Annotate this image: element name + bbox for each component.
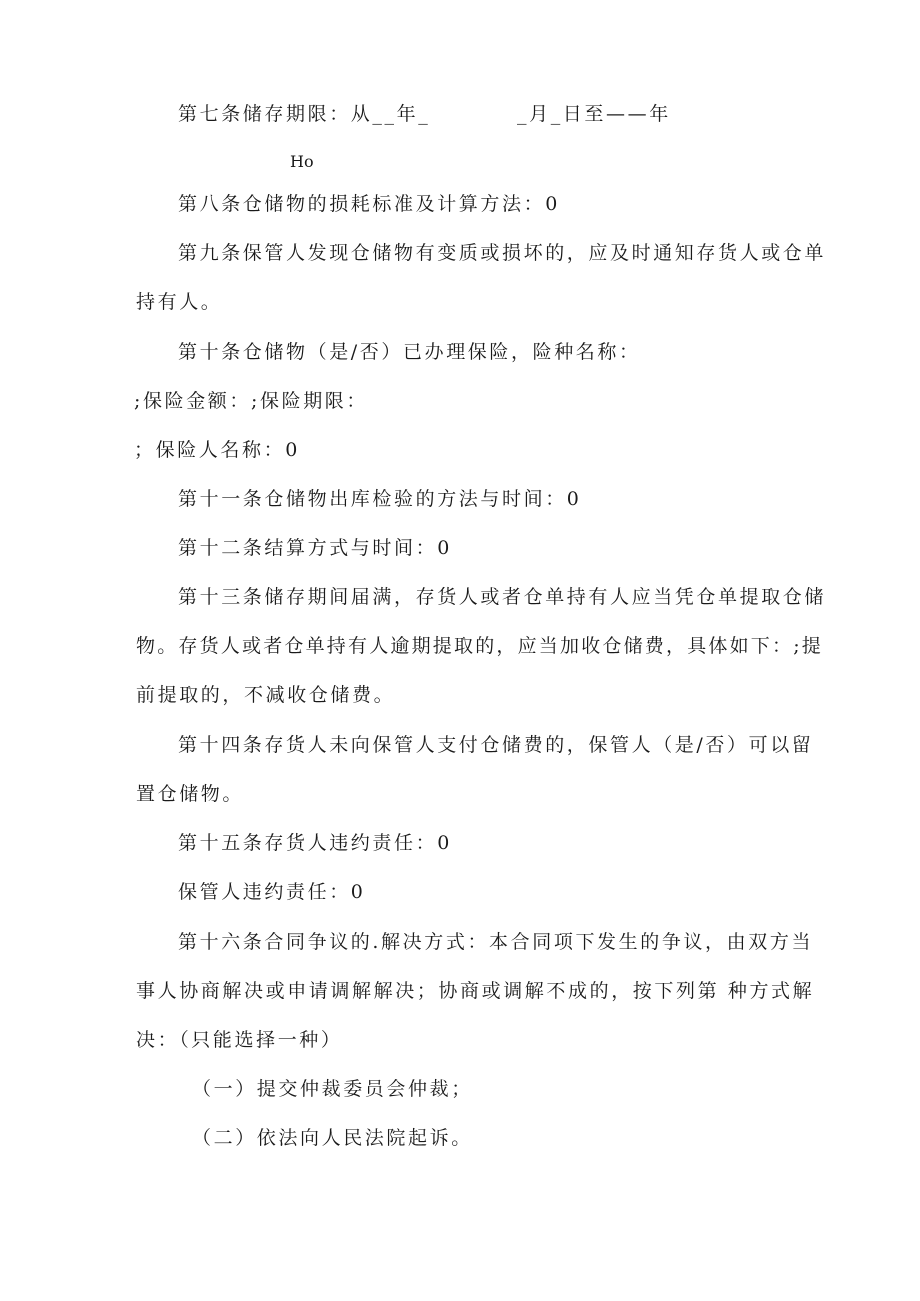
article-9-line-2: 持有人。 [136,291,223,313]
article-10-line-2: ;保险金额：;保险期限： [134,390,369,412]
article-16-option-1: （一）提交仲裁委员会仲裁； [192,1078,473,1100]
article-16-line-2: 事人协商解决或申请调解解决；协商或调解不成的，按下列第 种方式解 [136,980,815,1002]
article-13-line-3: 前提取的，不减收仓储费。 [136,684,396,706]
article-8: 第八条仓储物的损耗标准及计算方法：0 [178,193,560,215]
article-13-line-1: 第十三条储存期间届满，存货人或者仓单持有人应当凭仓单提取仓储 [178,586,827,608]
article-16-line-1: 第十六条合同争议的.解决方式：本合同项下发生的争议，由双方当 [178,931,814,953]
article-10-line-3: ；保险人名称：0 [134,439,300,461]
article-16-option-2: （二）依法向人民法院起诉。 [192,1127,473,1149]
article-7-part-2: _月_日至——年 [517,103,671,125]
article-11: 第十一条仓储物出库检验的方法与时间：0 [178,488,582,510]
article-7-note: Ho [290,152,314,171]
article-10-line-1: 第十条仓储物（是/否）已办理保险，险种名称： [178,341,641,363]
article-15-line-1: 第十五条存货人违约责任：0 [178,832,452,854]
article-7-part-1: 第七条储存期限：从__年_ [178,103,431,125]
article-15-line-2: 保管人违约责任：0 [178,881,366,903]
article-12: 第十二条结算方式与时间：0 [178,537,452,559]
article-9-line-1: 第九条保管人发现仓储物有变质或损坏的，应及时通知存货人或仓单 [178,242,827,264]
article-14-line-1: 第十四条存货人未向保管人支付仓储费的，保管人（是/否）可以留 [178,734,814,756]
article-14-line-2: 置仓储物。 [136,783,245,805]
article-13-line-2: 物。存货人或者仓单持有人逾期提取的，应当加收仓储费，具体如下：;提 [136,635,824,657]
article-16-line-3: 决：（只能选择一种） [136,1029,343,1051]
